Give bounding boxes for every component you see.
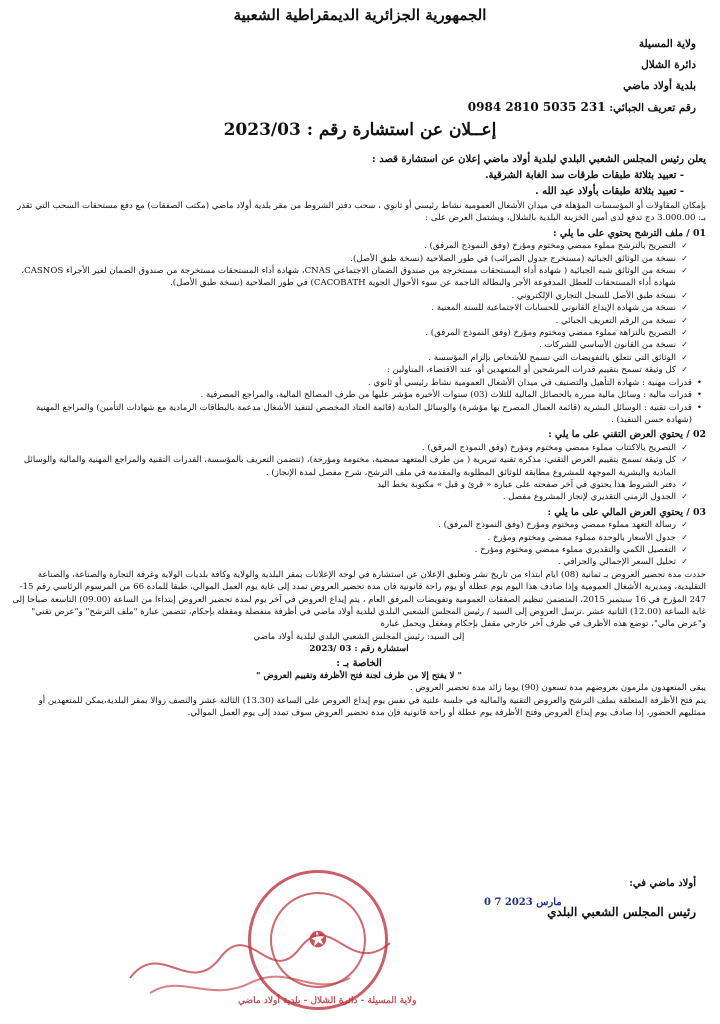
- file3-list: [12, 519, 706, 569]
- list-item: ✓ التصريح بالنزاهة مملوء ممضي ومختوم ومؤرخ (وفق النموذج المرفق) .: [12, 327, 676, 339]
- tax-id-label: رقم تعريف الجبائي:: [609, 102, 696, 114]
- tax-id-line: [468, 97, 696, 119]
- list-item: ✓ رسالة التعهد مملوء ممضي ومختوم ومؤرخ (وفق النموذج المرفق) .: [12, 519, 676, 531]
- republic-header: الجمهورية الجزائرية الديمقراطية الشعبية: [233, 6, 487, 24]
- list-item: ✓ دفتر الشروط هذا يحتوي في آخر صفحته على عبارة « قرئ و قبل » مكتوبة بخط اليد: [12, 479, 676, 491]
- file1-list: [12, 240, 706, 376]
- announcement-body: [12, 152, 706, 720]
- signatory-title: رئيس المجلس الشعبي البلدي: [547, 905, 696, 919]
- list-item: ✓ تحليل السعر الإجمالي والجزافي .: [12, 556, 676, 568]
- list-item: ✓ الجدول الزمني التقديري لإنجاز المشروع مفصل .: [12, 491, 676, 503]
- capacities-list: [12, 377, 706, 427]
- list-item: ✓ نسخة من القانون الأساسي للشركات .: [12, 339, 676, 351]
- list-item: • قدرات مالية : وسائل مالية مبررة بالحصائل المالية للثلاث (03) سنوات الأخيرة مؤشر عليها من طرف المصالح المالية، والمراجع المصرفية .: [12, 389, 692, 401]
- list-item: • قدرات مهنية : شهادة التأهيل والتصنيف في ميدان الأشغال العمومية نشاط رئيسي أو ثانوي .: [12, 377, 692, 389]
- consult-number: 2023/ 03: [309, 644, 352, 655]
- list-item: ✓ نسخة من الرقم التعريف الجبائي .: [12, 315, 676, 327]
- project-item: - تعبيد بثلاثة طبقات طرقات سد الغابة الشرقية.: [485, 170, 684, 181]
- file1-heading: 01 / ملف الترشح يحتوي على ما يلي :: [553, 227, 706, 239]
- file2-list: [12, 442, 706, 504]
- place-date-label: أولاد ماضي في:: [629, 878, 696, 889]
- daira: دائرة الشلال: [641, 59, 696, 71]
- tax-id: 0984 2810 5035 231: [467, 100, 606, 114]
- list-item: ✓ نسخة من الوثائق الجبائية (مستخرج جدول الضرائب) في طور الصلاحية (نسخة طبق الأصل).: [12, 253, 676, 265]
- announcement-title: إعــلان عن استشارة رقم : 2023/03: [223, 120, 497, 140]
- date-stamp: 0 7 مارس 2023: [484, 897, 562, 908]
- announcement-number: 2023/03: [223, 120, 301, 140]
- deadline-paragraph: حددت مدة تحضير العروض بـ ثمانية (08) ايام ابتداء من تاريخ نشر وتعليق الإعلان عن استشارة في لوحة الإعلانات بمقر البلدية والولاية وكافة بلديات الولاية وغرفة التجارة والصناعة، والصناعة التقليدية، ومديرية الأشغال العمومية وإذا صادف هذا اليوم يوم عطلة أو يوم راحة قانونية فان مدة تحضير العروض تمدد إلى غاية يوم العمل الموالي، طبقا للمادة 66 من المرسوم الرئاسي رقم 15-247 المؤرخ في 16 سبتمبر 2015، المتضمن تنظيم الصفقات العمومية وتفويضات المرفق العام ، يتم إيداع العروض في آخر يوم لمدة تحضير العروض إبتداءا من الساعة (09.00) التاسعة صباحا إلى غاية الساعة (12.00) الثانية عشر .ترسل العروض إلى السيد / رئيس المجلس الشعبي البلدي لبلدية أولاد ماضي في أظرفة منفصلة ومقفلة بإحكام، تتضمن عبارة "ملف الترشح" و"عرض تقني" و"عرض مالي"، توضع هذه الأظرف في ظرف آخر خارجي مقفل بإحكام ومغفل ويحمل عبارة: [12, 569, 706, 630]
- list-item: ✓ الوثائق التي تتعلق بالتفويضات التي تسمح للأشخاص بإلزام المؤسسة .: [12, 352, 676, 364]
- list-item: ✓ التفصيل الكمي والتقديري مملوء ممضي ومختوم ومؤرخ .: [12, 544, 676, 556]
- signature-block: [547, 876, 696, 920]
- address-line: إلى السيد: رئيس المجلس الشعبي البلدي لبلدية أولاد ماضي: [253, 631, 465, 642]
- seal-text: ولاية المسيلة - دائرة الشلال - بلدية أولاد ماضي: [238, 996, 417, 1006]
- list-item: ✓ كل وثيقة تسمح بتقييم العرض التقني: مذكرة تقنية تبريرية ( من طرف المتعهد ممضية، مختومة ومؤرخة)، (تتضمن التعريف بالمؤسسة، القدرات التقنية والمراجع المهنية والمالية والوسائل المادية والبشرية الموجهة للمشروع مطابقة للوثائق المطلوبة والمقدمة في ملف الترشح، شرح مفصل لمدة الإنجاز) .: [12, 454, 676, 479]
- opening-paragraph: يتم فتح الأظرفة المتعلقة بملف الترشح والعروض التقنية والمالية في جلسة علنية في نفس يوم إيداع العروض على الساعة (13.30) الثالثة عشر والنصف زوالا بمقر البلدية،يمكن للمتعهدين أو ممثليهم الحضور، إذا صادف يوم إيداع العروض وفتح الأظرفة يوم عطلة أو راحة قانونية فإن مدة تحضير العروض سوف تمدد إلى يوم العمل الموالي.: [38, 695, 706, 719]
- summary-quote: " لا يفتح إلا من طرف لجنة فتح الأظرفة وتقييم العروض ": [256, 671, 462, 682]
- summary-heading: الخاصة بـ :: [336, 657, 382, 669]
- list-item: ✓ كل وثيقة تسمح بتقييم قدرات المرشحين أو المتعهدين أو، عند الاقتضاء، المناولين :: [12, 364, 676, 376]
- list-item: ✓ نسخة من الوثائق شبه الجبائية ( شهادة أداء المستحقات مستخرجة من صندوق الضمان الاجتماعي CNAS، شهادة أداء المستحقات مستخرجة من صندوق الضمان لغير الأجراء CASNOS، شهادة أداء المستحقات للعطل المدفوعة الأجر والبطالة الناجمة عن سوء الأحوال الجوية CACOBATH) في طور الصلاحية (نسخة طبق الأصل).: [12, 265, 676, 290]
- project-item: - تعبيد بثلاثة طبقات بأولاد عبد الله .: [535, 186, 684, 197]
- list-item: ✓ جدول الأسعار بالوحدة مملوء ممضي ومختوم ومؤرخ .: [12, 532, 676, 544]
- file3-heading: 03 / يحتوي العرض المالي على ما يلي :: [547, 506, 706, 518]
- consult-line: استشارة رقم : 2023/ 03: [309, 644, 409, 655]
- commune: بلدية أولاد ماضي: [623, 80, 696, 92]
- wilaya: ولاية المسيلة: [638, 38, 696, 50]
- issuer-block: [468, 34, 696, 119]
- list-item: ✓ نسخة طبق الأصل للسجل التجاري الإلكتروني .: [12, 290, 676, 302]
- list-item: ✓ التصريح بالاكتتاب مملوء ممضي ومختوم ومؤرخ (وفق النموذج المرفق) .: [12, 442, 676, 454]
- handwritten-signature: [120, 918, 400, 1008]
- list-item: ✓ التصريح بالترشح مملوء ممضي ومختوم ومؤرخ (وفق النموذج المرفق) .: [12, 240, 676, 252]
- seal-emblem-icon: ✪: [264, 886, 372, 994]
- eligibility-paragraph: بإمكان المقاولات أو المؤسسات المؤهلة في ميدان الأشغال العمومية نشاط رئيسي أو ثانوي ، سحب دفتر الشروط من مقر بلدية أولاد ماضي (مكتب الصفقات) مع دفع مستحقات السحب التي تقدر بـ: 3.000.00 دج تدفع لدى أمين الخزينة البلدية بالشلال، ويشتمل العرض على :: [17, 201, 706, 224]
- lead-paragraph: يعلن رئيس المجلس الشعبي البلدي لبلدية أولاد ماضي إعلان عن استشارة قصد :: [372, 154, 706, 165]
- file2-heading: 02 / يحتوي العرض التقني على ما يلي :: [548, 429, 706, 441]
- list-item: • قدرات تقنية : الوسائل البشرية (قائمة العمال المصرح بها مؤشرة) والوسائل المادية (قائمة العتاد المخصص لتنفيذ الأشغال مدعمة بالبطاقات الرمادية مع شهادات التأمين) والمراجع المهنية (شهادة حسن التنفيذ) .: [12, 402, 692, 427]
- validity-paragraph: يبقى المتعهدون ملزمون بعروضهم مدة تسعون (90) يوما زائد مدة تحضير العروض .: [409, 683, 706, 694]
- list-item: ✓ نسخة من شهادة الإيداع القانوني للحسابات الاجتماعية للسنة المعنية .: [12, 302, 676, 314]
